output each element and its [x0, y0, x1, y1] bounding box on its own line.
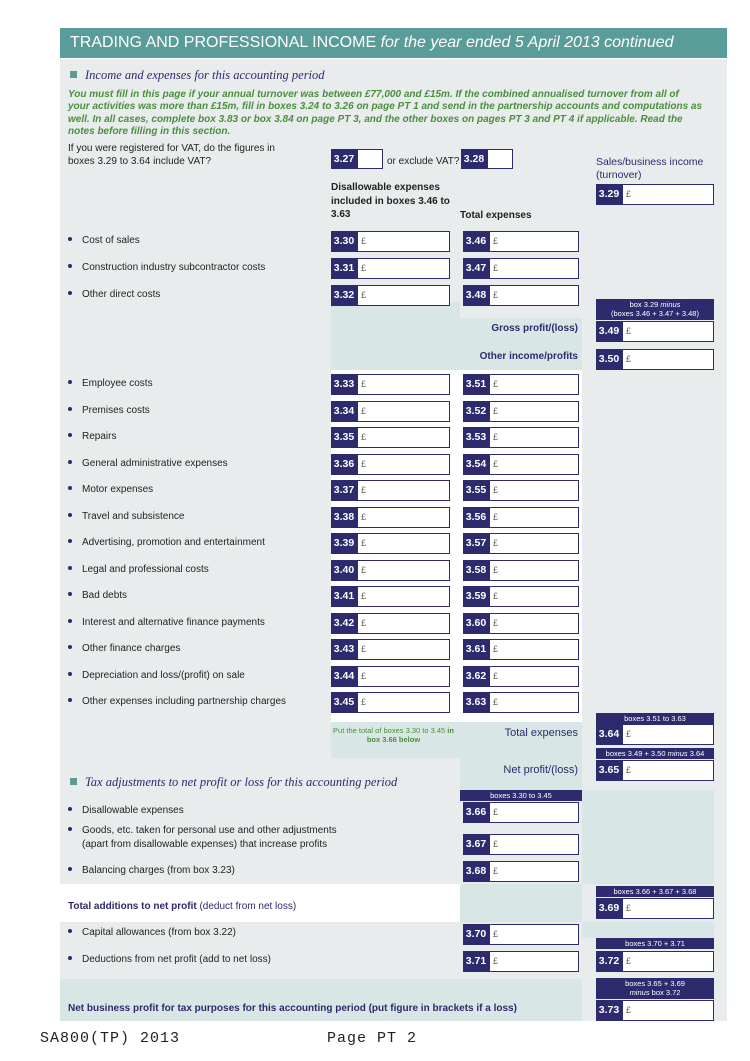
- box-number-disallowable: 3.39: [331, 533, 357, 554]
- expense-row-label: General administrative expenses: [68, 457, 228, 471]
- gross-profit-label: Gross profit/(loss): [491, 323, 578, 334]
- box-number-disallowable: 3.41: [331, 586, 357, 607]
- expense-row-label: Premises costs: [68, 404, 150, 418]
- bullet-icon: [68, 619, 72, 623]
- box-number-total: 3.46: [463, 231, 489, 252]
- expense-row-label: Other expenses including partnership charges: [68, 695, 286, 709]
- box-number-total: 3.60: [463, 613, 489, 634]
- box-number-disallowable: 3.35: [331, 427, 357, 448]
- expense-row-label: Legal and professional costs: [68, 563, 209, 577]
- net-business-profit-label: Net business profit for tax purposes for this accounting period (put figure in brackets if a loss): [68, 1003, 517, 1014]
- total-amount-field[interactable]: £: [489, 560, 579, 581]
- net-business-shade: [60, 979, 582, 1021]
- expense-row-label: Bad debts: [68, 589, 127, 603]
- box-3-64-number: 3.64: [596, 724, 622, 745]
- box-number-total: 3.47: [463, 258, 489, 279]
- expense-row-label: Other direct costs: [68, 288, 160, 302]
- section-income-expenses-title: Income and expenses for this accounting period: [70, 68, 325, 83]
- box-number-disallowable: 3.45: [331, 692, 357, 713]
- box-number-disallowable: 3.43: [331, 639, 357, 660]
- vat-include-checkbox[interactable]: [357, 149, 383, 169]
- bullet-icon: [68, 698, 72, 702]
- deductions-shade: [582, 922, 714, 938]
- total-amount-field[interactable]: £: [489, 533, 579, 554]
- page-number: Page PT 2: [327, 1030, 418, 1047]
- box-number-disallowable: 3.37: [331, 480, 357, 501]
- box-3-69-number: 3.69: [596, 898, 622, 919]
- box-3-49-number: 3.49: [596, 321, 622, 342]
- disallowable-column-header: Disallowable expenses included in boxes 3.46 to 3.63: [331, 182, 450, 220]
- box-number-disallowable: 3.38: [331, 507, 357, 528]
- bullet-icon: [68, 291, 72, 295]
- total-expenses-formula: boxes 3.51 to 3.63: [596, 713, 714, 724]
- box-3-72-number: 3.72: [596, 951, 622, 972]
- expense-row-label: Employee costs: [68, 377, 153, 391]
- box-number-disallowable: 3.31: [331, 258, 357, 279]
- disallowable-amount-field[interactable]: £: [357, 285, 450, 306]
- net-profit-field[interactable]: £: [622, 760, 714, 781]
- bullet-icon: [68, 433, 72, 437]
- box-number-total: 3.48: [463, 285, 489, 306]
- capital-allowances-label: Capital allowances (from box 3.22): [68, 926, 236, 940]
- gross-profit-field[interactable]: £: [622, 321, 714, 342]
- disallowable-amount-field[interactable]: £: [357, 533, 450, 554]
- bullet-icon: [68, 486, 72, 490]
- box-number-total: 3.54: [463, 454, 489, 475]
- box-3-68-number: 3.68: [463, 861, 489, 882]
- bullet-icon: [68, 380, 72, 384]
- balancing-charges-field[interactable]: £: [489, 861, 579, 882]
- expense-row-label: Interest and alternative finance payments: [68, 616, 265, 630]
- sales-label: Sales/business income (turnover): [596, 156, 704, 181]
- total-amount-field[interactable]: £: [489, 692, 579, 713]
- disallowable-amount-field[interactable]: £: [357, 666, 450, 687]
- disallowable-amount-field[interactable]: £: [357, 427, 450, 448]
- total-amount-field[interactable]: £: [489, 258, 579, 279]
- box-3-71-number: 3.71: [463, 951, 489, 972]
- net-business-profit-field[interactable]: £: [622, 1000, 714, 1021]
- total-additions-formula: boxes 3.66 + 3.67 + 3.68: [596, 886, 714, 897]
- expense-row-label: Travel and subsistence: [68, 510, 184, 524]
- total-amount-field[interactable]: £: [489, 231, 579, 252]
- bullet-icon: [68, 672, 72, 676]
- bullet-icon: [68, 460, 72, 464]
- bullet-icon: [68, 807, 72, 811]
- box-number-total: 3.51: [463, 374, 489, 395]
- disallowable-amount-field[interactable]: £: [357, 231, 450, 252]
- put-total-note: Put the total of boxes 3.30 to 3.45 in box 3.66 below: [333, 726, 454, 744]
- additions-shade: [460, 884, 582, 922]
- vat-exclude-label: or exclude VAT?: [387, 156, 460, 167]
- goods-adjustments-field[interactable]: £: [489, 834, 579, 855]
- bullet-icon: [68, 407, 72, 411]
- vat-exclude-checkbox[interactable]: [487, 149, 513, 169]
- disallowable-amount-field[interactable]: £: [357, 613, 450, 634]
- box-number-disallowable: 3.30: [331, 231, 357, 252]
- bullet-icon: [68, 867, 72, 871]
- box-number-disallowable: 3.40: [331, 560, 357, 581]
- box-3-67-number: 3.67: [463, 834, 489, 855]
- bullet-icon: [68, 237, 72, 241]
- disallowable-column-shade: [331, 302, 460, 370]
- box-number-total: 3.57: [463, 533, 489, 554]
- box-number-total: 3.61: [463, 639, 489, 660]
- box-3-70-number: 3.70: [463, 924, 489, 945]
- total-amount-field[interactable]: £: [489, 454, 579, 475]
- total-expenses-field[interactable]: £: [622, 724, 714, 745]
- expense-row-label: Advertising, promotion and entertainment: [68, 536, 265, 550]
- total-amount-field[interactable]: £: [489, 613, 579, 634]
- disallowable-amount-field[interactable]: £: [357, 374, 450, 395]
- sales-turnover-field[interactable]: £: [622, 184, 714, 205]
- gross-formula: box 3.29 minus (boxes 3.46 + 3.47 + 3.48): [596, 299, 714, 320]
- expense-row-label: Repairs: [68, 430, 116, 444]
- disallowable-amount-field[interactable]: £: [357, 507, 450, 528]
- box-number-total: 3.52: [463, 401, 489, 422]
- disallowable-amount-field[interactable]: £: [357, 692, 450, 713]
- disallowable-amount-field[interactable]: £: [357, 480, 450, 501]
- total-amount-field[interactable]: £: [489, 374, 579, 395]
- total-amount-field[interactable]: £: [489, 427, 579, 448]
- bullet-icon: [68, 827, 72, 831]
- disallowable-amount-field[interactable]: £: [357, 454, 450, 475]
- expense-row-label: Motor expenses: [68, 483, 153, 497]
- vat-question: If you were registered for VAT, do the figures in boxes 3.29 to 3.64 include VAT?: [68, 143, 275, 167]
- bullet-icon: [68, 929, 72, 933]
- expense-row-label: Cost of sales: [68, 234, 140, 248]
- box-number-total: 3.58: [463, 560, 489, 581]
- balancing-charges-label: Balancing charges (from box 3.23): [68, 864, 235, 878]
- deductions-total-field[interactable]: £: [622, 951, 714, 972]
- total-amount-field[interactable]: £: [489, 401, 579, 422]
- goods-adjustments-label: Goods, etc. taken for personal use and other adjustments (apart from disallowable expenses) that increase profits: [68, 824, 337, 852]
- deductions-formula: boxes 3.70 + 3.71: [596, 938, 714, 949]
- total-expenses-column-header: Total expenses: [460, 210, 532, 221]
- expense-row-label: Depreciation and loss/(profit) on sale: [68, 669, 245, 683]
- disallowable-expenses-label: Disallowable expenses: [68, 804, 184, 818]
- box-number-total: 3.53: [463, 427, 489, 448]
- disallowable-amount-field[interactable]: £: [357, 560, 450, 581]
- bullet-icon: [68, 645, 72, 649]
- bullet-icon: [68, 592, 72, 596]
- deductions-label: Deductions from net profit (add to net loss): [68, 953, 271, 967]
- disallowable-amount-field[interactable]: £: [357, 586, 450, 607]
- total-additions-field[interactable]: £: [622, 898, 714, 919]
- total-additions-label: Total additions to net profit (deduct from net loss): [68, 901, 297, 912]
- box-number-disallowable: 3.42: [331, 613, 357, 634]
- box-number-total: 3.63: [463, 692, 489, 713]
- net-profit-label: Net profit/(loss): [503, 764, 578, 776]
- disallowable-expenses-field[interactable]: £: [489, 802, 579, 823]
- box-3-29-number: 3.29: [596, 184, 622, 205]
- bullet-icon: [68, 956, 72, 960]
- box-number-disallowable: 3.34: [331, 401, 357, 422]
- box-3-73-number: 3.73: [596, 1000, 622, 1021]
- total-amount-field[interactable]: £: [489, 666, 579, 687]
- bullet-icon: [68, 539, 72, 543]
- total-amount-field[interactable]: £: [489, 507, 579, 528]
- total-amount-field[interactable]: £: [489, 586, 579, 607]
- disallowable-amount-field[interactable]: £: [357, 639, 450, 660]
- disallowable-amount-field[interactable]: £: [357, 258, 450, 279]
- box-3-50-number: 3.50: [596, 349, 622, 370]
- box-3-28-number: 3.28: [461, 149, 487, 169]
- net-profit-formula: boxes 3.49 + 3.50 minus 3.64: [596, 748, 714, 759]
- bullet-icon: [68, 566, 72, 570]
- expense-row-label: Construction industry subcontractor costs: [68, 261, 265, 275]
- section-tax-adjustments-title: Tax adjustments to net profit or loss for this accounting period: [70, 775, 397, 790]
- box-number-disallowable: 3.33: [331, 374, 357, 395]
- bullet-icon: [68, 264, 72, 268]
- box-number-total: 3.62: [463, 666, 489, 687]
- box-3-65-number: 3.65: [596, 760, 622, 781]
- box-3-66-number: 3.66: [463, 802, 489, 823]
- header-subtitle: for the year ended 5 April 2013 continued: [380, 34, 674, 51]
- disallowable-formula: boxes 3.30 to 3.45: [460, 790, 582, 801]
- page-header: [60, 28, 727, 58]
- box-number-total: 3.59: [463, 586, 489, 607]
- total-amount-field[interactable]: £: [489, 285, 579, 306]
- header-title: TRADING AND PROFESSIONAL INCOME: [70, 34, 377, 51]
- box-number-disallowable: 3.44: [331, 666, 357, 687]
- box-number-total: 3.55: [463, 480, 489, 501]
- capital-allowances-field[interactable]: £: [489, 924, 579, 945]
- other-income-field[interactable]: £: [622, 349, 714, 370]
- right-column-shade: [582, 790, 714, 884]
- other-income-label: Other income/profits: [479, 351, 578, 362]
- box-number-total: 3.56: [463, 507, 489, 528]
- total-amount-field[interactable]: £: [489, 480, 579, 501]
- box-number-disallowable: 3.32: [331, 285, 357, 306]
- total-amount-field[interactable]: £: [489, 639, 579, 660]
- section-intro: You must fill in this page if your annual turnover was between £77,000 and £15m. If the combined annualised turnover from all of your activities was more than £15m, fill in boxes 3.24 to 3.26 on page PT 1 and send in the partnership accounts and computations as well. In all cases, complete box 3.83 or box 3.84 on page PT 3, and the other boxes on pages PT 3 and PT 4 if applicable. Read the notes before filling in this section.: [68, 89, 703, 138]
- section-square-icon: [70, 778, 77, 785]
- section-square-icon: [70, 71, 77, 78]
- net-business-formula: boxes 3.65 + 3.69 minus box 3.72: [596, 978, 714, 999]
- box-3-27-number: 3.27: [331, 149, 357, 169]
- bullet-icon: [68, 513, 72, 517]
- total-expenses-label: Total expenses: [504, 727, 578, 739]
- disallowable-amount-field[interactable]: £: [357, 401, 450, 422]
- deductions-field[interactable]: £: [489, 951, 579, 972]
- box-number-disallowable: 3.36: [331, 454, 357, 475]
- form-reference: SA800(TP) 2013: [40, 1030, 181, 1047]
- expense-row-label: Other finance charges: [68, 642, 180, 656]
